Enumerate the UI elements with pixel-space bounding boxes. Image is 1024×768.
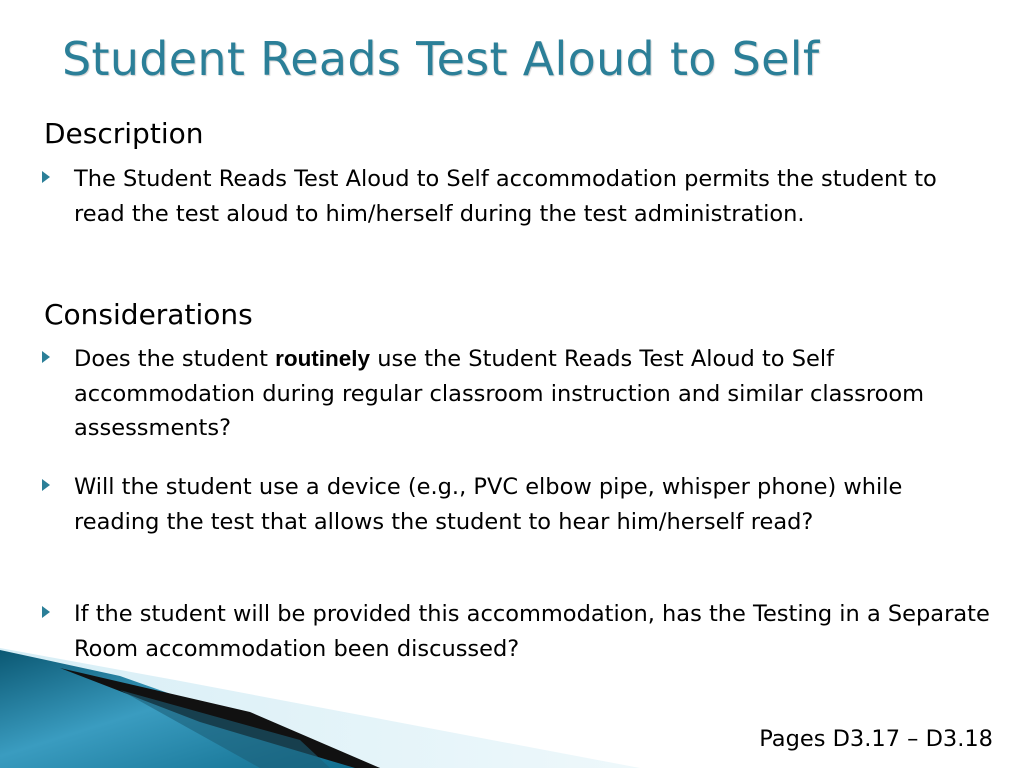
bullet-text-part: Does the student <box>74 346 276 372</box>
description-heading: Description <box>44 117 204 150</box>
bold-emphasis: routinely <box>275 346 371 371</box>
triangle-right-icon <box>42 171 50 183</box>
triangle-right-icon <box>42 606 50 618</box>
bullet-text-part: use the Student Reads Test Aloud to Self accommodation during regular classroom instruction and similar classroom assessments? <box>74 346 925 441</box>
considerations-bullet-2-text: Will the student use a device (e.g., PVC elbow pipe, whisper phone) while reading the test that allows the student to hear him/herself read? <box>74 474 903 535</box>
slide-title: Student Reads Test Aloud to Self <box>62 32 820 86</box>
triangle-right-icon <box>42 479 50 491</box>
triangle-right-icon <box>42 351 50 363</box>
considerations-bullet-3-text: If the student will be provided this accommodation, has the Testing in a Separate Room accommodation been discussed? <box>74 601 990 662</box>
considerations-bullet-1-text <box>74 342 994 446</box>
considerations-heading: Considerations <box>44 298 253 331</box>
page-reference: Pages D3.17 – D3.18 <box>759 726 993 752</box>
description-bullet-text: The Student Reads Test Aloud to Self accommodation permits the student to read the test aloud to him/herself during the test administration. <box>74 166 937 227</box>
